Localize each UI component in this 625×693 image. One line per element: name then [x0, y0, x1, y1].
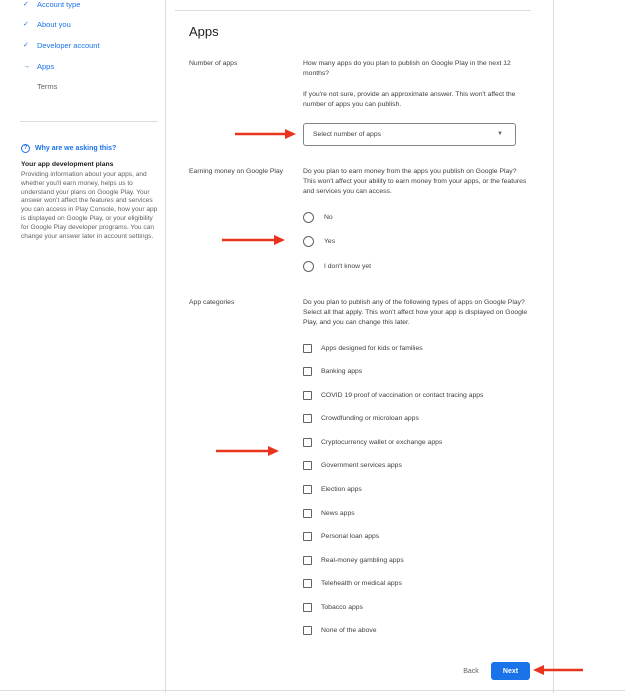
- categories-label: App categories: [189, 299, 235, 306]
- checkbox[interactable]: [303, 461, 312, 470]
- radio-button[interactable]: [303, 236, 314, 247]
- checkbox[interactable]: [303, 509, 312, 518]
- checkbox[interactable]: [303, 556, 312, 565]
- checkbox[interactable]: [303, 367, 312, 376]
- checkbox-label: Cryptocurrency wallet or exchange apps: [321, 439, 443, 446]
- annotation-arrow-icon: [233, 128, 297, 140]
- checkbox-label: Election apps: [321, 486, 362, 493]
- step-about-you[interactable]: [23, 17, 71, 31]
- annotation-arrow-icon: [532, 664, 584, 676]
- step-terms: [23, 79, 57, 93]
- annotation-arrow-icon: [220, 234, 286, 246]
- checkbox-label: Government services apps: [321, 462, 402, 469]
- checkbox[interactable]: [303, 485, 312, 494]
- checkbox-gambling[interactable]: [303, 555, 404, 566]
- radio-button[interactable]: [303, 261, 314, 272]
- step-label: Terms: [37, 81, 58, 91]
- checkbox-telehealth[interactable]: [303, 578, 402, 589]
- step-account-type[interactable]: [23, 0, 80, 11]
- why-asking-heading[interactable]: [21, 142, 161, 154]
- checkbox[interactable]: [303, 626, 312, 635]
- checkbox-label: Real-money gambling apps: [321, 557, 404, 564]
- step-label: About you: [37, 19, 71, 29]
- checkbox-label: Crowdfunding or microloan apps: [321, 415, 419, 422]
- checkbox-personal-loan[interactable]: [303, 531, 379, 542]
- check-icon: ✓: [23, 42, 29, 49]
- step-developer-account[interactable]: [23, 38, 100, 52]
- checkbox-kids-families[interactable]: [303, 343, 423, 354]
- checkbox[interactable]: [303, 579, 312, 588]
- checkbox-label: Tobacco apps: [321, 604, 363, 611]
- checkbox-none[interactable]: [303, 625, 377, 636]
- radio-option-no[interactable]: [303, 211, 333, 223]
- sidebar: [0, 0, 166, 693]
- radio-label: Yes: [324, 237, 336, 245]
- sidebar-divider: [20, 121, 158, 122]
- page-title: Apps: [189, 24, 219, 39]
- number-of-apps-question: How many apps do you plan to publish on Google Play in the next 12 months?: [303, 60, 511, 78]
- checkbox-label: News apps: [321, 510, 355, 517]
- radio-button[interactable]: [303, 212, 314, 223]
- checkbox-crowdfunding[interactable]: [303, 413, 419, 424]
- next-button[interactable]: Next: [491, 662, 530, 680]
- checkbox-label: None of the above: [321, 627, 377, 634]
- checkbox-election[interactable]: [303, 484, 362, 495]
- radio-option-yes[interactable]: [303, 235, 335, 247]
- bottom-divider: [0, 690, 625, 691]
- checkbox-tobacco[interactable]: [303, 602, 363, 613]
- arrow-right-icon: →: [23, 62, 30, 70]
- checkbox-cryptocurrency[interactable]: [303, 437, 442, 448]
- number-of-apps-label: Number of apps: [189, 60, 238, 67]
- step-label: Developer account: [37, 40, 100, 50]
- why-asking-title: Why are we asking this?: [35, 144, 117, 152]
- select-value: Select number of apps: [313, 131, 382, 138]
- check-icon: ✓: [23, 21, 29, 28]
- checkbox[interactable]: [303, 391, 312, 400]
- why-body: Providing information about your apps, and whether you'll earn money, helps us to understand your plans on Google Play. Your answer won't affect the features and services you can access in Play Console, how your app is displayed on Google Play, or your eligibility for Google Play developer programs. You can change your answer later in account settings.: [21, 171, 158, 240]
- checkbox-label: Personal loan apps: [321, 533, 380, 540]
- earning-question: Do you plan to earn money from the apps you publish on Google Play? This won't affect your ability to earn money from your apps, or the features and services you can access.: [303, 168, 527, 196]
- checkbox-news[interactable]: [303, 508, 355, 519]
- checkbox[interactable]: [303, 344, 312, 353]
- why-asking-panel: [21, 142, 161, 241]
- step-apps[interactable]: [23, 59, 54, 73]
- chevron-down-icon: ▼: [497, 131, 503, 137]
- radio-label: No: [324, 213, 333, 221]
- number-of-apps-hint: If you're not sure, provide an approximate answer. This won't affect the number of apps you can publish.: [303, 91, 516, 109]
- categories-question: Do you plan to publish any of the following types of apps on Google Play? Select all that apply. This won't affect how your app is displayed on Google Play, and you can change this later.: [303, 299, 528, 327]
- earning-label: Earning money on Google Play: [189, 168, 284, 175]
- checkbox[interactable]: [303, 414, 312, 423]
- radio-option-dont-know[interactable]: [303, 260, 371, 272]
- checkbox[interactable]: [303, 438, 312, 447]
- checkbox-label: COVID 19 proof of vaccination or contact tracing apps: [321, 392, 484, 399]
- checkbox-covid[interactable]: [303, 390, 483, 401]
- help-icon: ?: [21, 144, 30, 153]
- check-icon: ✓: [23, 1, 29, 8]
- checkbox-banking[interactable]: [303, 366, 362, 377]
- why-subheading: Your app development plans: [21, 161, 114, 168]
- checkbox[interactable]: [303, 603, 312, 612]
- back-button[interactable]: Back: [463, 667, 479, 675]
- radio-label: I don't know yet: [324, 262, 372, 270]
- right-divider: [553, 0, 554, 693]
- checkbox-label: Apps designed for kids or families: [321, 345, 423, 352]
- step-label: Account type: [37, 0, 81, 9]
- annotation-arrow-icon: [214, 445, 280, 457]
- checkbox-label: Telehealth or medical apps: [321, 580, 402, 587]
- checkbox[interactable]: [303, 532, 312, 541]
- checkbox-government[interactable]: [303, 460, 402, 471]
- step-label: Apps: [37, 61, 55, 71]
- checkbox-label: Banking apps: [321, 368, 363, 375]
- number-of-apps-select[interactable]: [303, 123, 516, 146]
